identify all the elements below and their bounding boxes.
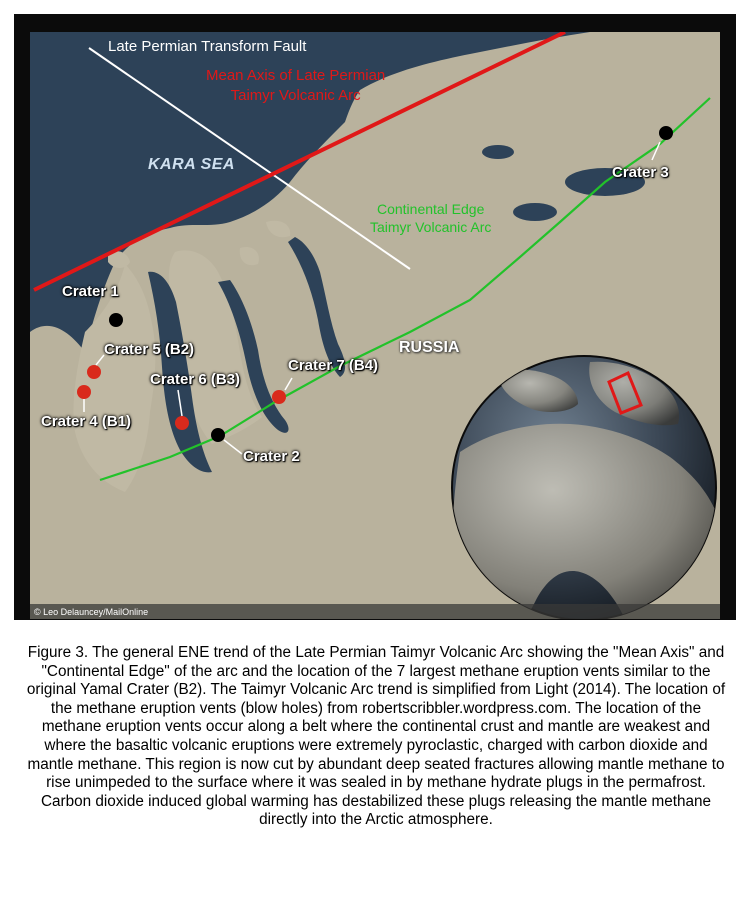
crater-6-label: Crater 6 (B3) [150,371,241,388]
crater-5-label: Crater 5 (B2) [104,341,195,358]
mean-axis-label-line1: Mean Axis of Late Permian [206,67,386,84]
continental-edge-label-line1: Continental Edge [376,201,485,217]
map-image [30,32,720,619]
crater-3-marker [659,126,673,140]
lake [482,145,514,159]
crater-2-marker [211,428,225,442]
crater-7-label: Crater 7 (B4) [288,357,379,374]
kara-sea-label: KARA SEA [148,156,235,173]
continental-edge-label [370,200,491,236]
mean-axis-label [206,66,385,106]
crater-1-label: Crater 1 [62,283,119,300]
crater-1-marker [109,313,123,327]
crater-4-label: Crater 4 (B1) [41,413,132,430]
lake [513,203,557,221]
crater-7-marker [272,390,286,404]
crater-2-label: Crater 2 [243,448,300,465]
crater-3-label: Crater 3 [612,164,669,181]
crater-4-marker [77,385,91,399]
globe-inset [450,356,720,619]
crater-5-marker [87,365,101,379]
image-credit: © Leo Delauncey/MailOnline [34,607,149,617]
russia-label: RUSSIA [399,339,460,356]
mean-axis-label-line2: Taimyr Volcanic Arc [230,87,361,104]
transform-fault-label: Late Permian Transform Fault [108,38,307,55]
continental-edge-label-line2: Taimyr Volcanic Arc [370,219,492,235]
figure-caption: Figure 3. The general ENE trend of the Late Permian Taimyr Volcanic Arc showing the "Mean Axis" and "Continental Edge" of the arc and the location of the 7 largest methane eruption vents similar to the original Yamal Crater (B2). The Taimyr Volcanic Arc trend is simplified from Light (2014). The location of the methane eruption vents (blow holes) from robertscribbler.wordpress.com. The location of the methane eruption vents occur along a belt where the continental crust and mantle are weakest and where the basaltic volcanic eruptions were extremely pyroclastic, charged with carbon dioxide and mantle methane. This region is now cut by abundant deep seated fractures allowing mantle methane to rise unimpeded to the surface where it was sealed in by methane hydrate plugs in the permafrost. Carbon dioxide induced global warming has destabilized these plugs releasing the mantle methane directly into the Arctic atmosphere. [26,644,726,829]
crater-6-marker [175,416,189,430]
